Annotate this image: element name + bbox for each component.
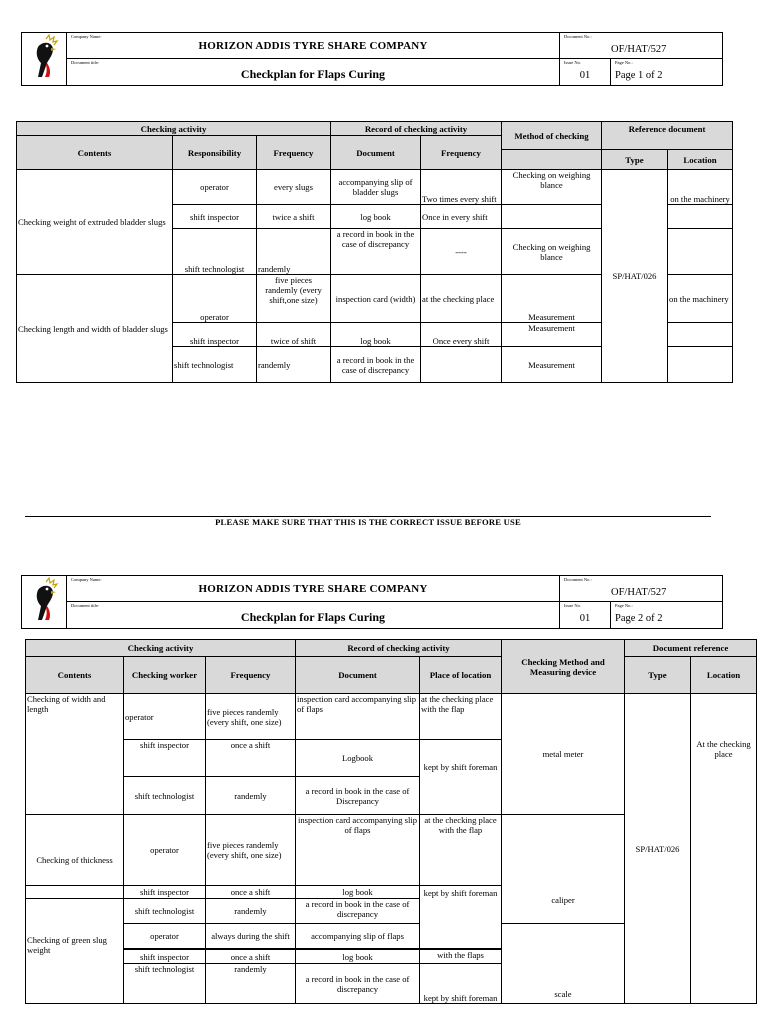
table-cell: operator bbox=[173, 170, 257, 205]
table-cell: randemly bbox=[206, 777, 296, 815]
col-record-frequency: Frequency bbox=[421, 136, 502, 170]
table-cell: Checking on weighing blance bbox=[502, 170, 602, 205]
document-title-label: Document title: bbox=[71, 60, 100, 65]
issue-no: 01 bbox=[579, 613, 591, 624]
table-cell: once a shift bbox=[206, 740, 296, 777]
table-cell: operator bbox=[124, 694, 206, 740]
page-no-label: Page No.: bbox=[615, 603, 633, 608]
table-cell bbox=[26, 886, 124, 899]
table-cell bbox=[421, 347, 502, 383]
col-frequency: Frequency bbox=[206, 657, 296, 694]
table-cell: shift inspector bbox=[173, 323, 257, 347]
table-cell: a record in book in the case of discrepancy bbox=[296, 964, 420, 1004]
table-cell: twice a shift bbox=[257, 205, 331, 229]
col-responsibility: Responsibility bbox=[173, 136, 257, 170]
table-cell: Checking on weighing blance bbox=[502, 229, 602, 275]
company-name: HORIZON ADDIS TYRE SHARE COMPANY bbox=[198, 583, 428, 595]
page-number: Page 1 of 2 bbox=[615, 70, 663, 81]
table-cell: shift inspector bbox=[173, 205, 257, 229]
table-cell: Checking of width and length bbox=[26, 694, 124, 815]
page-number: Page 2 of 2 bbox=[615, 613, 663, 624]
table-cell: log book bbox=[296, 886, 420, 899]
document-no: OF/HAT/527 bbox=[611, 44, 667, 55]
header-method: Method of checking bbox=[502, 122, 602, 150]
table-cell: shift technologist bbox=[173, 347, 257, 383]
table-cell: a record in book in the case of discrepancy bbox=[331, 229, 421, 275]
table-cell: a record in book in the case of discrepancy bbox=[331, 347, 421, 383]
document-no-label: Document No.: bbox=[564, 577, 592, 582]
col-frequency: Frequency bbox=[257, 136, 331, 170]
header-reference: Document reference bbox=[625, 640, 757, 657]
document-no-label: Document No.: bbox=[564, 34, 592, 39]
header-checking-activity: Checking activity bbox=[17, 122, 331, 136]
table-cell: at the checking place with the flap bbox=[420, 815, 502, 886]
table-cell: five pieces randemly (every shift, one size) bbox=[206, 694, 296, 740]
table-cell: Measurement bbox=[502, 275, 602, 323]
table-cell: operator bbox=[173, 275, 257, 323]
checkplan-table-page2 bbox=[25, 639, 757, 1004]
table-cell: Measurement bbox=[502, 347, 602, 383]
col-contents: Contents bbox=[26, 657, 124, 694]
document-title-label: Document title: bbox=[71, 603, 100, 608]
table-cell: accompanying slip of flaps bbox=[296, 924, 420, 949]
table-cell: log book bbox=[331, 205, 421, 229]
table-cell: shift technologist bbox=[124, 964, 206, 1004]
table-cell: shift technologist bbox=[124, 899, 206, 924]
col-document: Document bbox=[331, 136, 421, 170]
issue-notice: PLEASE MAKE SURE THAT THIS IS THE CORRECT ISSUE BEFORE USE bbox=[215, 517, 521, 527]
table-cell: shift technologist bbox=[173, 229, 257, 275]
table-cell: Checking of green slug weight bbox=[26, 899, 124, 1004]
table-cell bbox=[502, 205, 602, 229]
table-cell: Measurement bbox=[502, 323, 602, 347]
table-cell: once a shift bbox=[206, 886, 296, 899]
header-record: Record of checking activity bbox=[331, 122, 502, 136]
table-cell: Checking length and width of bladder slugs bbox=[17, 275, 173, 383]
table-cell: inspection card accompanying slip of flaps bbox=[296, 815, 420, 886]
table-cell: kept by shift foreman bbox=[420, 964, 502, 1004]
table-cell: five pieces randemly (every shift, one size) bbox=[206, 815, 296, 886]
table-cell: log book bbox=[331, 323, 421, 347]
table-cell: At the checking place bbox=[691, 694, 757, 1004]
table-cell: caliper bbox=[502, 815, 625, 924]
table-cell: SP/HAT/026 bbox=[625, 694, 691, 1004]
page-no-label: Page No.: bbox=[615, 60, 633, 65]
issue-no-label: Issue No. bbox=[564, 60, 581, 65]
table-cell: accompanying slip of bladder slugs bbox=[331, 170, 421, 205]
table-cell: ---- bbox=[421, 229, 502, 275]
col-place: Place of location bbox=[420, 657, 502, 694]
col-contents: Contents bbox=[17, 136, 173, 170]
table-cell: every slugs bbox=[257, 170, 331, 205]
document-no: OF/HAT/527 bbox=[611, 587, 667, 598]
document-title: Checkplan for Flaps Curing bbox=[240, 610, 386, 624]
table-cell: randemly bbox=[257, 347, 331, 383]
table-cell bbox=[668, 323, 733, 347]
table-cell: Checking weight of extruded bladder slugs bbox=[17, 170, 173, 275]
header-reference: Reference document bbox=[602, 122, 733, 150]
table-cell bbox=[668, 205, 733, 229]
table-cell: randemly bbox=[206, 964, 296, 1004]
table-cell: operator bbox=[124, 815, 206, 886]
table-cell: metal meter bbox=[502, 694, 625, 815]
col-type: Type bbox=[602, 150, 668, 170]
table-cell: shift inspector bbox=[124, 950, 206, 964]
company-logo bbox=[22, 576, 67, 628]
col-location: Location bbox=[668, 150, 733, 170]
table-cell: scale bbox=[502, 924, 625, 1004]
document-header-page2 bbox=[21, 575, 723, 629]
table-cell: log book bbox=[296, 950, 420, 964]
company-logo bbox=[22, 33, 67, 85]
table-cell: shift inspector bbox=[124, 740, 206, 777]
table-cell: on the machinery bbox=[668, 275, 733, 323]
header-checking-activity: Checking activity bbox=[26, 640, 296, 657]
table-cell: SP/HAT/026 bbox=[602, 170, 668, 383]
table-cell: at the checking place bbox=[421, 275, 502, 323]
company-name-label: Company Name: bbox=[71, 577, 102, 582]
table-cell: Once every shift bbox=[421, 323, 502, 347]
table-cell: operator bbox=[124, 924, 206, 949]
table-cell: a record in book in the case of Discrepancy bbox=[296, 777, 420, 815]
table-cell bbox=[668, 347, 733, 383]
table-cell: at the checking place with the flap bbox=[420, 694, 502, 740]
issue-no-label: Issue No. bbox=[564, 603, 581, 608]
table-cell: twice of shift bbox=[257, 323, 331, 347]
table-cell: Logbook bbox=[296, 740, 420, 777]
col-method-spacer bbox=[502, 150, 602, 170]
document-header-page1 bbox=[21, 32, 723, 86]
table-cell: Checking of thickness bbox=[26, 815, 124, 886]
col-document: Document bbox=[296, 657, 420, 694]
table-cell: a record in book in the case of discrepancy bbox=[296, 899, 420, 924]
col-type: Type bbox=[625, 657, 691, 694]
company-name: HORIZON ADDIS TYRE SHARE COMPANY bbox=[198, 40, 428, 52]
header-method: Checking Method and Measuring device bbox=[502, 640, 625, 694]
table-cell: once a shift bbox=[206, 950, 296, 964]
table-cell: shift inspector bbox=[124, 886, 206, 899]
table-cell: kept by shift foreman bbox=[420, 886, 502, 949]
table-cell: Two times every shift bbox=[421, 170, 502, 205]
table-cell bbox=[668, 229, 733, 275]
table-cell: with the flaps bbox=[420, 950, 502, 964]
company-name-label: Company Name: bbox=[71, 34, 102, 39]
table-cell: shift technologist bbox=[124, 777, 206, 815]
table-cell: on the machinery bbox=[668, 170, 733, 205]
table-cell: kept by shift foreman bbox=[420, 740, 502, 815]
table-cell: Once in every shift bbox=[421, 205, 502, 229]
document-title: Checkplan for Flaps Curing bbox=[240, 67, 386, 81]
checkplan-table-page1 bbox=[16, 121, 733, 383]
table-cell: inspection card (width) bbox=[331, 275, 421, 323]
table-cell: inspection card accompanying slip of flaps bbox=[296, 694, 420, 740]
col-location: Location bbox=[691, 657, 757, 694]
col-checking-worker: Checking worker bbox=[124, 657, 206, 694]
header-record: Record of checking activity bbox=[296, 640, 502, 657]
table-cell: five pieces randemly (every shift,one size) bbox=[257, 275, 331, 323]
table-cell: randemly bbox=[206, 899, 296, 924]
issue-no: 01 bbox=[579, 70, 591, 81]
table-cell: randemly bbox=[257, 229, 331, 275]
table-cell: always during the shift bbox=[206, 924, 296, 949]
